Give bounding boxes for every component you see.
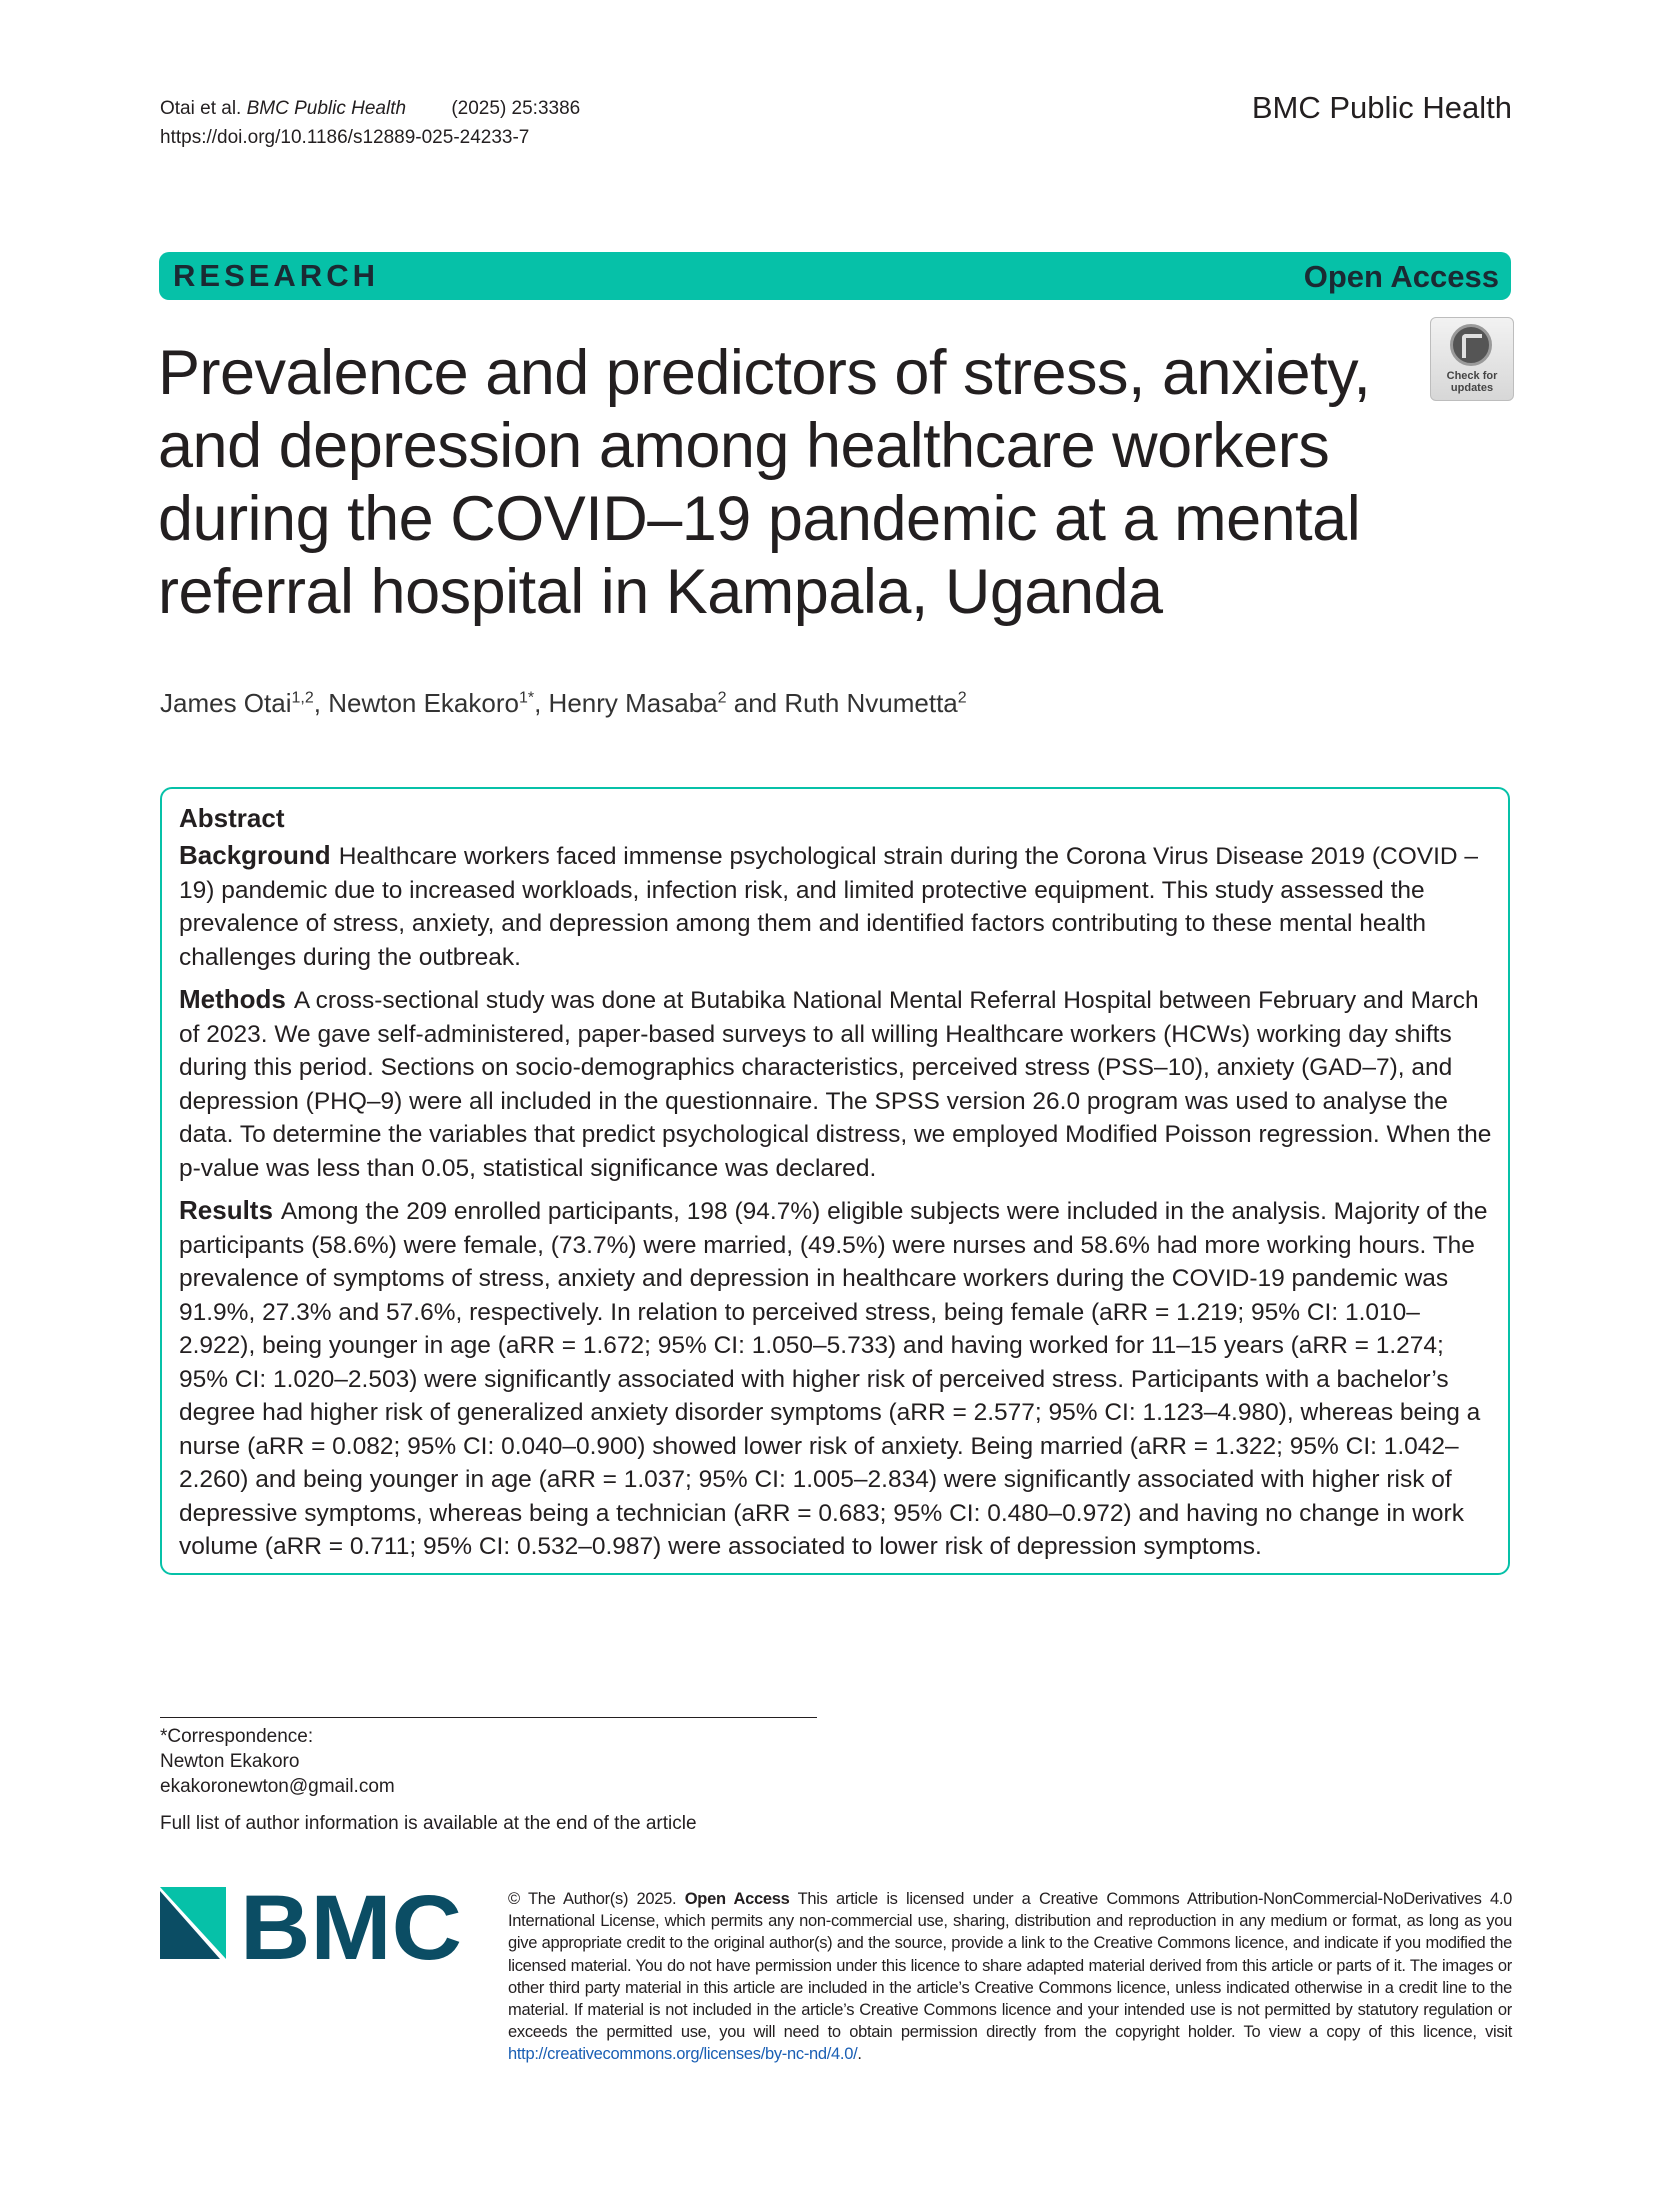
footnote-divider xyxy=(160,1717,817,1718)
licence-open-access: Open Access xyxy=(684,1890,790,1908)
author-info-note: Full list of author information is available at the end of the article xyxy=(160,1813,697,1834)
background-label: Background xyxy=(179,840,331,870)
author-affiliation: 2 xyxy=(957,689,967,707)
author-name[interactable]: Henry Masaba xyxy=(548,688,718,718)
author-affiliation: 2 xyxy=(717,689,727,707)
correspondence-email[interactable]: ekakoronewton@gmail.com xyxy=(160,1776,395,1797)
author-name[interactable]: Newton Ekakoro xyxy=(328,688,519,718)
bmc-logo xyxy=(160,1887,465,1971)
abstract-methods xyxy=(179,983,1492,1185)
abstract-background xyxy=(179,839,1492,974)
results-text: Among the 209 enrolled participants, 198 (94.7%) eligible subjects were included in the analysis. Majority of the participants (58.6%) were female, (73.7%) were married, (49.5%) were nurses and 58.6% had more working hours. The prevalence of symptoms of stress, anxiety and depression in healthcare workers during the COVID-19 pandemic was 91.9%, 27.3% and 57.6%, respectively. In relation to perceived stress, being female (aRR = 1.219; 95% CI: 1.010–2.922), being younger in age (aRR = 1.672; 95% CI: 1.050–5.733) and having worked for 11–15 years (aRR = 1.274; 95% CI: 1.020–2.503) were significantly associated with higher risk of perceived stress. Participants with a bachelor’s degree had higher risk of generalized anxiety disorder symptoms (aRR = 2.577; 95% CI: 1.123–4.980), whereas being a nurse (aRR = 0.082; 95% CI: 0.040–0.900) showed lower risk of anxiety. Being married (aRR = 1.322; 95% CI: 1.042–2.260) and being younger in age (aRR = 1.037; 95% CI: 1.005–2.834) were significantly associated with higher risk of depressive symptoms, whereas being a technician (aRR = 0.683; 95% CI: 0.480–0.972) and having no change in work volume (aRR = 0.711; 95% CI: 0.532–0.987) were associated to lower risk of depression symptoms. xyxy=(179,1198,1488,1560)
author-name[interactable]: James Otai xyxy=(160,688,292,718)
citation-line xyxy=(160,94,580,123)
check-for-updates-label: Check for updates xyxy=(1446,370,1498,394)
year-volume: (2025) 25:3386 xyxy=(451,98,581,119)
refresh-icon xyxy=(1450,324,1492,366)
author-name[interactable]: Ruth Nvumetta xyxy=(784,688,958,718)
doi-link[interactable]: https://doi.org/10.1186/s12889-025-24233-7 xyxy=(160,127,530,148)
correspondence-label: *Correspondence: xyxy=(160,1726,314,1747)
check-for-updates-button[interactable] xyxy=(1430,317,1514,401)
article-type-bar xyxy=(159,252,1511,300)
author-list: James Otai$^{1,2}$, Newton Ekakoro$^{1*}$, Henry Masaba$^2$ and Ruth Nvumetta$^2$ xyxy=(160,688,967,718)
licence-text: © The Author(s) 2025. Open Access This article is licensed under a Creative Commons Attribution-NonCommercial-NoDerivatives 4.0 International License, which permits any non-commercial use, sharing, distribution and reproduction in any medium or format, as long as you give appropriate credit to the original author(s) and the source, provide a link to the Creative Commons licence, and indicate if you modified the licensed material. You do not have permission under this licence to share adapted material derived from this article or parts of it. The images or other third party material in this article are included in the article’s Creative Commons licence, unless indicated otherwise in a credit line to the material. If material is not included in the article’s Creative Commons licence and your intended use is not permitted by statutory regulation or exceeds the permitted use, you will need to obtain permission directly from the copyright holder. To view a copy of this licence, visit http://creativecommons.org/licenses/by-nc-nd/4.0/. xyxy=(508,1890,1512,2064)
background-text: Healthcare workers faced immense psychological strain during the Corona Virus Disease 2019 (COVID – 19) pandemic due to increased workloads, infection risk, and limited protective equipment. This study assessed the prevalence of stress, anxiety, and depression among them and identified factors contributing to these mental health challenges during the outbreak. xyxy=(179,843,1479,971)
article-title: Prevalence and predictors of stress, anxiety, and depression among healthcare workers during the COVID–19 pandemic at a mental referral hospital in Kampala, Uganda xyxy=(158,338,1371,627)
authors-short: Otai et al. xyxy=(160,98,242,119)
copyright: © The Author(s) 2025. xyxy=(508,1890,677,1908)
journal-ref: BMC Public Health xyxy=(246,98,407,119)
open-access-label: Open Access xyxy=(1303,259,1499,294)
correspondence xyxy=(160,1724,395,1799)
abstract-results xyxy=(179,1194,1492,1564)
correspondence-name: Newton Ekakoro xyxy=(160,1751,300,1772)
running-header xyxy=(160,94,580,152)
journal-name: BMC Public Health xyxy=(1251,90,1512,125)
results-label: Results xyxy=(179,1195,273,1225)
methods-text: A cross-sectional study was done at Butabika National Mental Referral Hospital between February and March of 2023. We gave self-administered, paper-based surveys to all willing Healthcare workers (HCWs) working day shifts during this period. Sections on socio-demographics characteristics, perceived stress (PSS–10), anxiety (GAD–7), and depression (PHQ–9) were all included in the questionnaire. The SPSS version 26.0 program was used to analyse the data. To determine the variables that predict psychological distress, we employed Modified Poisson regression. When the p-value was less than 0.05, statistical significance was declared. xyxy=(179,987,1492,1182)
logo-wordmark: BMC xyxy=(240,1887,462,1971)
licence-link[interactable]: http://creativecommons.org/licenses/by-nc-nd/4.0/ xyxy=(508,2045,858,2064)
abstract-box xyxy=(160,787,1510,1575)
abstract-heading: Abstract xyxy=(179,803,285,833)
author-affiliation: 1* xyxy=(518,689,535,707)
licence-body: This article is licensed under a Creative Commons Attribution-NonCommercial-NoDerivatives 4.0 International License, which permits any non-commercial use, sharing, distribution and reproduction in any medium or format, as long as you give appropriate credit to the original author(s) and the source, provide a link to the Creative Commons licence, and indicate if you modified the licensed material. You do not have permission under this licence to share adapted material derived from this article or parts of it. The images or other third party material in this article are included in the article’s Creative Commons licence, unless indicated otherwise in a credit line to the material. If material is not included in the article’s Creative Commons licence and your intended use is not permitted by statutory regulation or exceeds the permitted use, you will need to obtain permission directly from the copyright holder. To view a copy of this licence, visit xyxy=(508,1890,1512,2042)
author-affiliation: 1,2 xyxy=(291,689,314,707)
article-type-label: RESEARCH xyxy=(173,258,379,293)
methods-label: Methods xyxy=(179,984,286,1014)
